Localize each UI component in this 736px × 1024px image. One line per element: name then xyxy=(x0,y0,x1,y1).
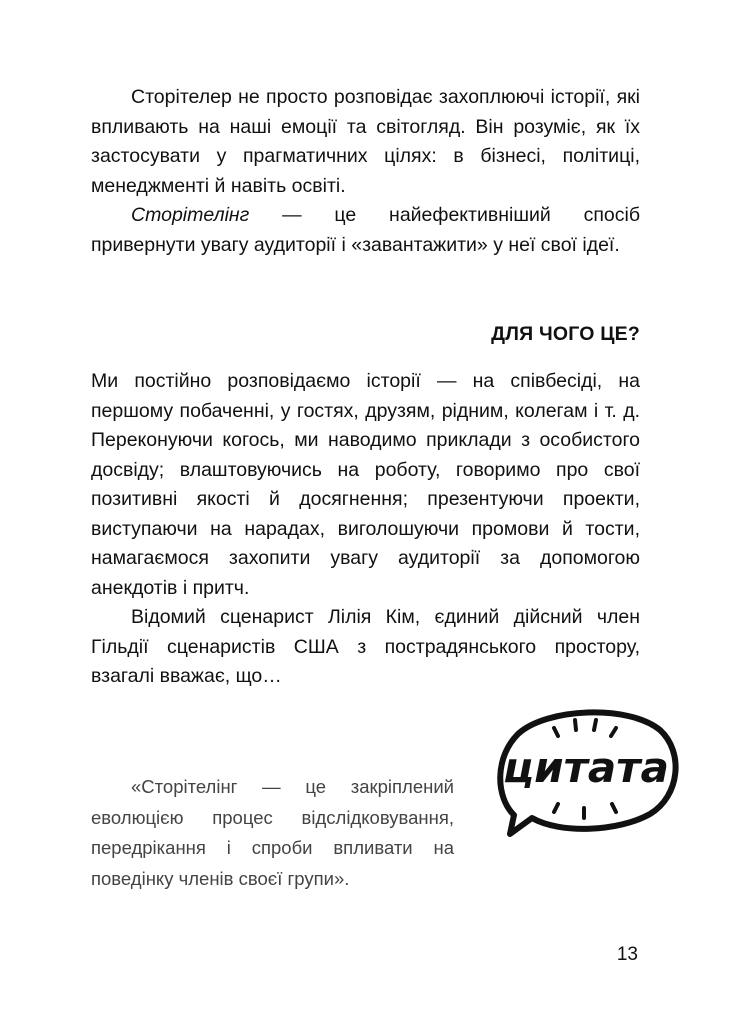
intro-paragraph-1: Сторітелер не просто розповідає захоплюючі історії, які впливають на наші емоції та світогляд. Він розуміє, як їх застосувати у прагматичних цілях: в бізнесі, політиці, менеджменті й навіть освіті. xyxy=(91,86,640,197)
intro-paragraph-2 xyxy=(91,201,640,260)
quote-text: «Сторітелінг — це закріплений еволюцією процес відслідковування, передрікання і спроби впливати на поведінку членів своєї групи». xyxy=(91,776,454,889)
badge-label: цитата xyxy=(503,743,669,792)
quote-block xyxy=(91,772,454,894)
section-heading: ДЛЯ ЧОГО ЦЕ? xyxy=(491,323,640,345)
intro-paragraph-2-rest: — це найефективніший спосіб привернути увагу аудиторії і «завантажити» у неї свої ідеї. xyxy=(91,204,640,256)
storytelling-term: Сторітелінг xyxy=(131,204,250,226)
intro-block xyxy=(91,83,640,260)
section-body xyxy=(91,367,640,692)
section-paragraph-2: Відомий сценарист Лілія Кім, єдиний дійсний член Гільдії сценаристів США з пострадянського простору, взагалі вважає, що… xyxy=(91,606,640,687)
page-number: 13 xyxy=(616,944,638,965)
quote-badge xyxy=(488,700,684,840)
section-paragraph-1: Ми постійно розповідаємо історії — на співбесіді, на першому побаченні, у гостях, друзям, рідним, колегам і т. д. Переконуючи когось, ми наводимо приклади з особистого досвіду; влаштовуючись на роботу, говоримо про свої позитивні якості й досягнення; презентуючи проекти, виступаючи на нарадах, виголошуючи промови й тости, намагаємося захопити увагу аудиторії за допомогою анекдотів і притч. xyxy=(91,370,640,599)
